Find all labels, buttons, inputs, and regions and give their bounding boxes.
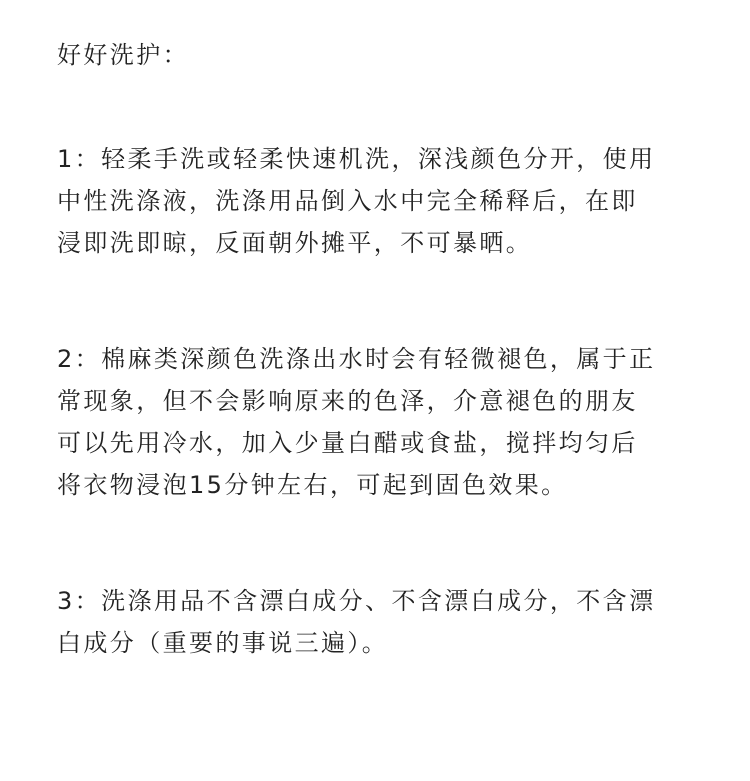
- care-item-line: 可以先用冷水，加入少量白醋或食盐，搅拌均匀后: [57, 429, 638, 457]
- care-item-line: 白成分（重要的事说三遍）。: [57, 629, 389, 657]
- care-instructions: [57, 34, 707, 664]
- care-item-line: 常现象，但不会影响原来的色泽，介意褪色的朋友: [57, 387, 638, 415]
- care-item-2: [57, 338, 707, 506]
- care-item-line: 浸即洗即晾，反面朝外摊平，不可暴晒。: [57, 229, 533, 257]
- care-item-line: 1：轻柔手洗或轻柔快速机洗，深浅颜色分开，使用: [57, 145, 656, 173]
- care-item-3: [57, 580, 707, 664]
- care-item-line: 将衣物浸泡15分钟左右，可起到固色效果。: [57, 471, 568, 499]
- care-item-line: 2：棉麻类深颜色洗涤出水时会有轻微褪色，属于正: [57, 345, 656, 373]
- doc-title: 好好洗护：: [57, 41, 189, 69]
- care-item-1: [57, 138, 707, 264]
- care-item-line: 中性洗涤液，洗涤用品倒入水中完全稀释后，在即: [57, 187, 638, 215]
- care-item-line: 3：洗涤用品不含漂白成分、不含漂白成分，不含漂: [57, 587, 656, 615]
